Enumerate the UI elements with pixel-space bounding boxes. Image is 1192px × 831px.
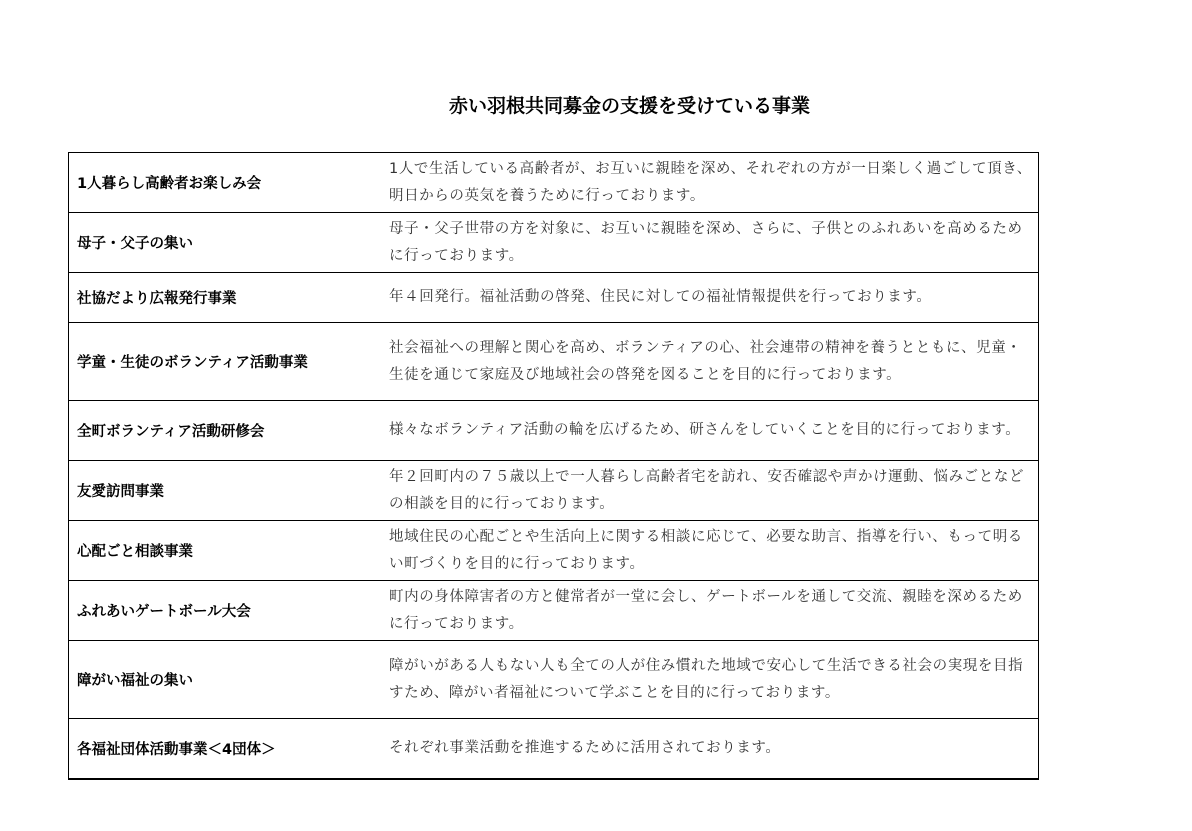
- table-row: [69, 641, 1039, 719]
- program-description: 様々なボランティア活動の輪を広げるため、研さんをしていくことを目的に行っております。: [375, 401, 1039, 461]
- table-row: [69, 581, 1039, 641]
- program-description: 年４回発行。福祉活動の啓発、住民に対しての福祉情報提供を行っております。: [375, 273, 1039, 323]
- program-description: 母子・父子世帯の方を対象に、お互いに親睦を深め、さらに、子供とのふれあいを高めるために行っております。: [375, 213, 1039, 273]
- program-name: ふれあいゲートボール大会: [69, 581, 376, 641]
- program-description: 社会福祉への理解と関心を高め、ボランティアの心、社会連帯の精神を養うとともに、児童・生徒を通じて家庭及び地域社会の啓発を図ることを目的に行っております。: [375, 323, 1039, 401]
- table-row: [69, 323, 1039, 401]
- table-row: [69, 401, 1039, 461]
- program-name: 学童・生徒のボランティア活動事業: [69, 323, 376, 401]
- program-name: 母子・父子の集い: [69, 213, 376, 273]
- program-name: 社協だより広報発行事業: [69, 273, 376, 323]
- table-row: [69, 153, 1039, 213]
- program-description: 地域住民の心配ごとや生活向上に関する相談に応じて、必要な助言、指導を行い、もって明るい町づくりを目的に行っております。: [375, 521, 1039, 581]
- program-description: それぞれ事業活動を推進するために活用されております。: [375, 719, 1039, 779]
- programs-table: [68, 152, 1039, 780]
- program-name: 友愛訪問事業: [69, 461, 376, 521]
- program-name: 全町ボランティア活動研修会: [69, 401, 376, 461]
- page-title: 赤い羽根共同募金の支援を受けている事業: [448, 95, 810, 117]
- program-name: 心配ごと相談事業: [69, 521, 376, 581]
- table-row: [69, 521, 1039, 581]
- program-description: 1人で生活している高齢者が、お互いに親睦を深め、それぞれの方が一日楽しく過ごして頂き、明日からの英気を養うために行っております。: [375, 153, 1039, 213]
- program-description: 町内の身体障害者の方と健常者が一堂に会し、ゲートボールを通して交流、親睦を深めるために行っております。: [375, 581, 1039, 641]
- table-row: [69, 213, 1039, 273]
- table-row: [69, 461, 1039, 521]
- table-row: [69, 273, 1039, 323]
- program-name: 障がい福祉の集い: [69, 641, 376, 719]
- program-description: 障がいがある人もない人も全ての人が住み慣れた地域で安心して生活できる社会の実現を目指すため、障がい者福祉について学ぶことを目的に行っております。: [375, 641, 1039, 719]
- table-row: [69, 719, 1039, 779]
- program-name: 1人暮らし高齢者お楽しみ会: [69, 153, 376, 213]
- program-name: 各福祉団体活動事業＜4団体＞: [69, 719, 376, 779]
- program-description: 年２回町内の７５歳以上で一人暮らし高齢者宅を訪れ、安否確認や声かけ運動、悩みごとなどの相談を目的に行っております。: [375, 461, 1039, 521]
